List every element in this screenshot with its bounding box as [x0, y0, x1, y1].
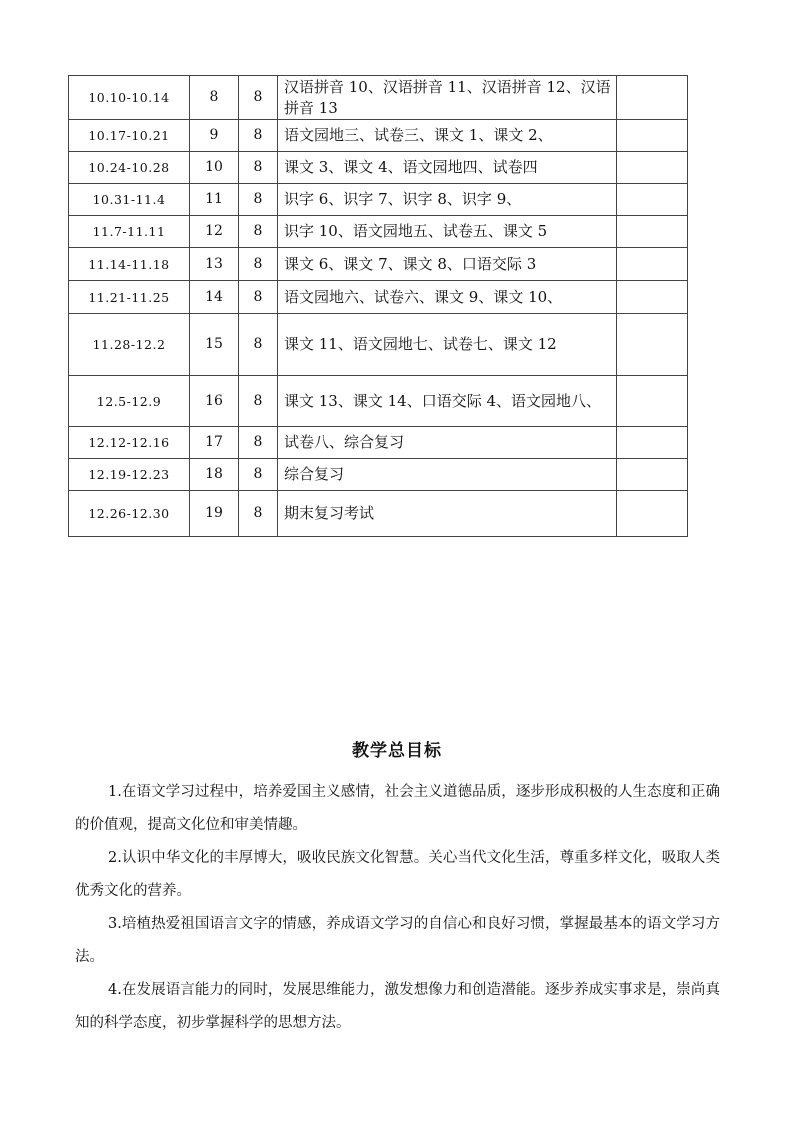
- week-cell: 12: [190, 216, 239, 248]
- note-cell: [617, 184, 688, 216]
- table-row: [69, 427, 688, 459]
- content-cell: 试卷八、综合复习: [278, 427, 617, 459]
- note-cell: [617, 376, 688, 427]
- date-range-cell: 10.24-10.28: [69, 152, 190, 184]
- date-range-cell: 12.5-12.9: [69, 376, 190, 427]
- table-row: [69, 281, 688, 314]
- hours-cell: 8: [239, 314, 278, 376]
- note-cell: [617, 459, 688, 491]
- table-row: [69, 459, 688, 491]
- week-cell: 11: [190, 184, 239, 216]
- note-cell: [617, 216, 688, 248]
- content-cell: 期末复习考试: [278, 491, 617, 537]
- table-row: [69, 76, 688, 120]
- content-cell: 识字 10、语文园地五、试卷五、课文 5: [278, 216, 617, 248]
- week-cell: 16: [190, 376, 239, 427]
- goal-paragraph: 3.培植热爱祖国语言文字的情感，养成语文学习的自信心和良好习惯，掌握最基本的语文学习方法。: [75, 916, 720, 965]
- date-range-cell: 12.12-12.16: [69, 427, 190, 459]
- week-cell: 18: [190, 459, 239, 491]
- content-cell: 课文 11、语文园地七、试卷七、课文 12: [278, 314, 617, 376]
- schedule-table: [68, 75, 688, 537]
- table-row: [69, 120, 688, 152]
- hours-cell: 8: [239, 248, 278, 281]
- week-cell: 14: [190, 281, 239, 314]
- hours-cell: 8: [239, 491, 278, 537]
- week-cell: 8: [190, 76, 239, 120]
- date-range-cell: 11.7-11.11: [69, 216, 190, 248]
- date-range-cell: 10.31-11.4: [69, 184, 190, 216]
- hours-cell: 8: [239, 459, 278, 491]
- week-cell: 13: [190, 248, 239, 281]
- date-range-cell: 11.21-11.25: [69, 281, 190, 314]
- date-range-cell: 11.28-12.2: [69, 314, 190, 376]
- table-row: [69, 376, 688, 427]
- goal-paragraph: 4.在发展语言能力的同时，发展思维能力，激发想像力和创造潜能。逐步养成实事求是，崇尚真知的科学态度，初步掌握科学的思想方法。: [75, 982, 720, 1031]
- week-cell: 15: [190, 314, 239, 376]
- date-range-cell: 12.26-12.30: [69, 491, 190, 537]
- hours-cell: 8: [239, 184, 278, 216]
- note-cell: [617, 152, 688, 184]
- table-row: [69, 314, 688, 376]
- hours-cell: 8: [239, 376, 278, 427]
- goal-paragraph: 2.认识中华文化的丰厚博大，吸收民族文化智慧。关心当代文化生活，尊重多样文化，吸取人类优秀文化的营养。: [75, 850, 720, 899]
- hours-cell: 8: [239, 76, 278, 120]
- hours-cell: 8: [239, 120, 278, 152]
- note-cell: [617, 281, 688, 314]
- content-cell: 课文 13、课文 14、口语交际 4、语文园地八、: [278, 376, 617, 427]
- week-cell: 9: [190, 120, 239, 152]
- note-cell: [617, 120, 688, 152]
- content-cell: 汉语拼音 10、汉语拼音 11、汉语拼音 12、汉语拼音 13: [278, 76, 617, 120]
- hours-cell: 8: [239, 281, 278, 314]
- date-range-cell: 10.10-10.14: [69, 76, 190, 120]
- note-cell: [617, 248, 688, 281]
- table-row: [69, 216, 688, 248]
- week-cell: 10: [190, 152, 239, 184]
- goals-title: 教学总目标: [352, 741, 442, 761]
- table-row: [69, 248, 688, 281]
- content-cell: 综合复习: [278, 459, 617, 491]
- content-cell: 识字 6、识字 7、识字 8、识字 9、: [278, 184, 617, 216]
- note-cell: [617, 314, 688, 376]
- note-cell: [617, 427, 688, 459]
- content-cell: 课文 3、课文 4、语文园地四、试卷四: [278, 152, 617, 184]
- goals-section: [75, 776, 720, 1040]
- table-row: [69, 184, 688, 216]
- table-row: [69, 491, 688, 537]
- content-cell: 语文园地六、试卷六、课文 9、课文 10、: [278, 281, 617, 314]
- date-range-cell: 10.17-10.21: [69, 120, 190, 152]
- hours-cell: 8: [239, 152, 278, 184]
- table-row: [69, 152, 688, 184]
- content-cell: 课文 6、课文 7、课文 8、口语交际 3: [278, 248, 617, 281]
- note-cell: [617, 76, 688, 120]
- hours-cell: 8: [239, 427, 278, 459]
- note-cell: [617, 491, 688, 537]
- hours-cell: 8: [239, 216, 278, 248]
- date-range-cell: 12.19-12.23: [69, 459, 190, 491]
- date-range-cell: 11.14-11.18: [69, 248, 190, 281]
- content-cell: 语文园地三、试卷三、课文 1、课文 2、: [278, 120, 617, 152]
- week-cell: 19: [190, 491, 239, 537]
- goal-paragraph: 1.在语文学习过程中，培养爱国主义感情，社会主义道德品质，逐步形成积极的人生态度和正确的价值观，提高文化位和审美情趣。: [75, 784, 720, 833]
- week-cell: 17: [190, 427, 239, 459]
